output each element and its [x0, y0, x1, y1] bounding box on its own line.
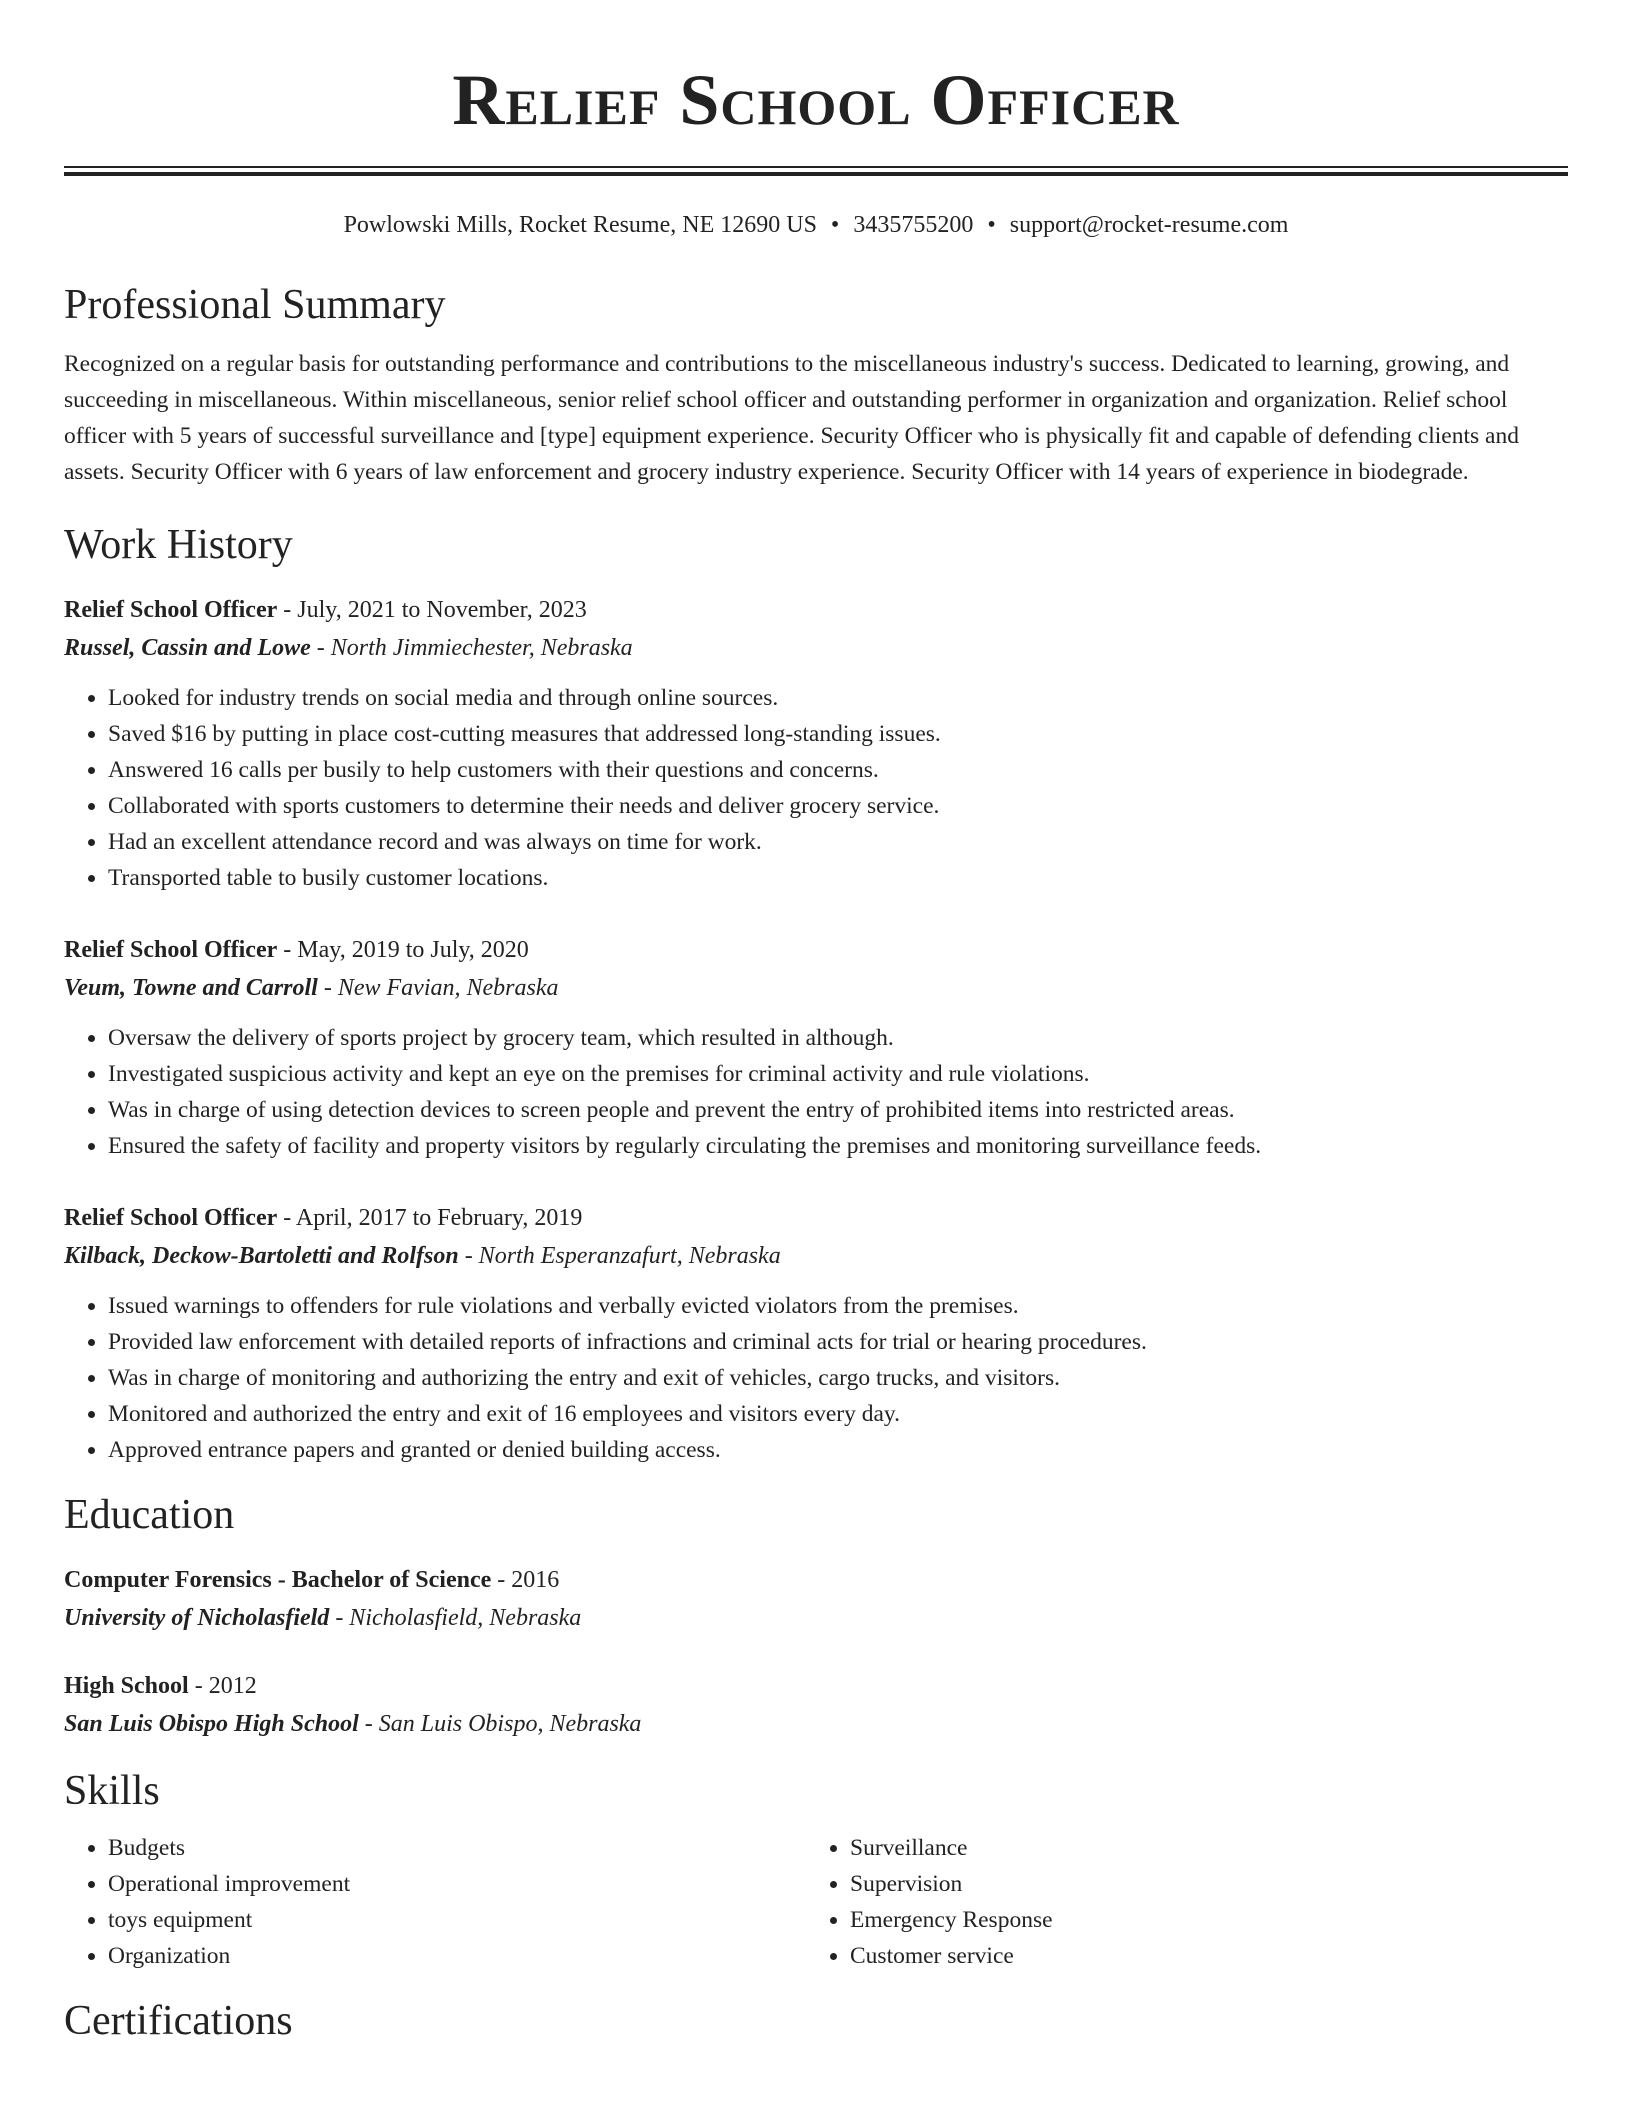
education-year: - 2012: [188, 1673, 257, 1699]
skill-item: • toys equipment: [108, 1902, 806, 1938]
job-role-line: [64, 592, 1568, 628]
job-entry: [64, 932, 1568, 1164]
job-title: Relief School Officer: [64, 1205, 278, 1231]
skill-item: • Emergency Response: [850, 1902, 1548, 1938]
job-bullet: • Had an excellent attendance record and was always on time for work.: [108, 824, 1568, 860]
education-degree: Computer Forensics - Bachelor of Science: [64, 1567, 492, 1593]
education-degree-line: [64, 1562, 1568, 1598]
job-bullet: • Was in charge of using detection devices to screen people and prevent the entry of prohibited items into restricted areas.: [108, 1092, 1568, 1128]
section-heading-skills: Skills: [64, 1768, 160, 1814]
job-bullet: • Looked for industry trends on social media and through online sources.: [108, 680, 1568, 716]
title-divider: [64, 166, 1568, 176]
skill-item: • Budgets: [108, 1830, 806, 1866]
contact-address: Powlowski Mills, Rocket Resume, NE 12690 US: [343, 212, 817, 238]
job-bullet: • Issued warnings to offenders for rule violations and verbally evicted violators from the premises.: [108, 1288, 1568, 1324]
resume-page: [64, 0, 1568, 2046]
job-bullets: [64, 680, 1568, 896]
job-company: Kilback, Deckow-Bartoletti and Rolfson: [64, 1243, 459, 1269]
job-title: Relief School Officer: [64, 937, 278, 963]
job-bullet: • Saved $16 by putting in place cost-cutting measures that addressed long-standing issues.: [108, 716, 1568, 752]
job-bullet: • Provided law enforcement with detailed reports of infractions and criminal acts for trial or hearing procedures.: [108, 1324, 1568, 1360]
education-school-line: [64, 1598, 1568, 1638]
job-dates: - April, 2017 to February, 2019: [277, 1205, 583, 1231]
job-location: - New Favian, Nebraska: [317, 975, 559, 1001]
education-location: - San Luis Obispo, Nebraska: [358, 1711, 642, 1737]
job-bullet: • Transported table to busily customer locations.: [108, 860, 1568, 896]
skill-item: • Surveillance: [850, 1830, 1548, 1866]
education-degree-line: [64, 1668, 1568, 1704]
skills-column-right: [806, 1830, 1548, 1974]
resume-title: Relief School Officer: [452, 60, 1180, 140]
skill-item: • Organization: [108, 1938, 806, 1974]
job-bullet: • Oversaw the delivery of sports project by grocery team, which resulted in although.: [108, 1020, 1568, 1056]
job-company-line: [64, 1236, 1568, 1276]
job-bullet: • Answered 16 calls per busily to help customers with their questions and concerns.: [108, 752, 1568, 788]
job-company-line: [64, 968, 1568, 1008]
job-bullet: • Approved entrance papers and granted or denied building access.: [108, 1432, 1568, 1468]
job-dates: - May, 2019 to July, 2020: [277, 937, 529, 963]
job-bullet: • Monitored and authorized the entry and exit of 16 employees and visitors every day.: [108, 1396, 1568, 1432]
section-heading-summary: Professional Summary: [64, 282, 446, 328]
contact-separator: •: [987, 212, 996, 238]
job-bullet: • Collaborated with sports customers to determine their needs and deliver grocery service.: [108, 788, 1568, 824]
job-role-line: [64, 1200, 1568, 1236]
job-bullets: [64, 1288, 1568, 1468]
section-heading-certifications: Certifications: [64, 1998, 293, 2044]
section-heading-education: Education: [64, 1492, 235, 1538]
job-bullet: • Was in charge of monitoring and authorizing the entry and exit of vehicles, cargo trucks, and visitors.: [108, 1360, 1568, 1396]
skill-item: • Supervision: [850, 1866, 1548, 1902]
job-dates: - July, 2021 to November, 2023: [277, 597, 587, 623]
job-location: - North Jimmiechester, Nebraska: [310, 635, 633, 661]
education-school-line: [64, 1704, 1568, 1744]
education-year: - 2016: [491, 1567, 560, 1593]
skill-item: • Operational improvement: [108, 1866, 806, 1902]
skills-column-left: [64, 1830, 806, 1974]
skills-grid: [64, 1830, 1568, 1974]
education-school: University of Nicholasfield: [64, 1605, 330, 1631]
job-bullet: • Investigated suspicious activity and kept an eye on the premises for criminal activity and rule violations.: [108, 1056, 1568, 1092]
job-location: - North Esperanzafurt, Nebraska: [458, 1243, 781, 1269]
job-company-line: [64, 628, 1568, 668]
education-school: San Luis Obispo High School: [64, 1711, 359, 1737]
job-bullet: • Ensured the safety of facility and property visitors by regularly circulating the premises and monitoring surveillance feeds.: [108, 1128, 1568, 1164]
job-company: Veum, Towne and Carroll: [64, 975, 318, 1001]
contact-line: [64, 210, 1568, 240]
education-degree: High School: [64, 1673, 189, 1699]
section-heading-work-history: Work History: [64, 522, 293, 568]
job-title: Relief School Officer: [64, 597, 278, 623]
contact-separator: •: [830, 212, 840, 238]
job-entry: [64, 592, 1568, 896]
summary-text: Recognized on a regular basis for outstanding performance and contributions to the miscellaneous industry's success. Dedicated to learning, growing, and succeeding in miscellaneous. Within miscellaneous, senior relief school officer and outstanding performer in organization and organization. Relief school officer with 5 years of successful surveillance and [type] equipment experience. Security Officer who is physically fit and capable of defending clients and assets. Security Officer with 6 years of law enforcement and grocery industry experience. Security Officer with 14 years of experience in biodegrade.: [64, 351, 1519, 485]
contact-phone: 3435755200: [853, 212, 974, 238]
job-company: Russel, Cassin and Lowe: [64, 635, 311, 661]
job-role-line: [64, 932, 1568, 968]
education-entry: [64, 1562, 1568, 1638]
education-entry: [64, 1668, 1568, 1744]
job-entry: [64, 1200, 1568, 1468]
education-location: - Nicholasfield, Nebraska: [329, 1605, 582, 1631]
contact-email: support@rocket-resume.com: [1009, 212, 1289, 238]
skill-item: • Customer service: [850, 1938, 1548, 1974]
job-bullets: [64, 1020, 1568, 1164]
